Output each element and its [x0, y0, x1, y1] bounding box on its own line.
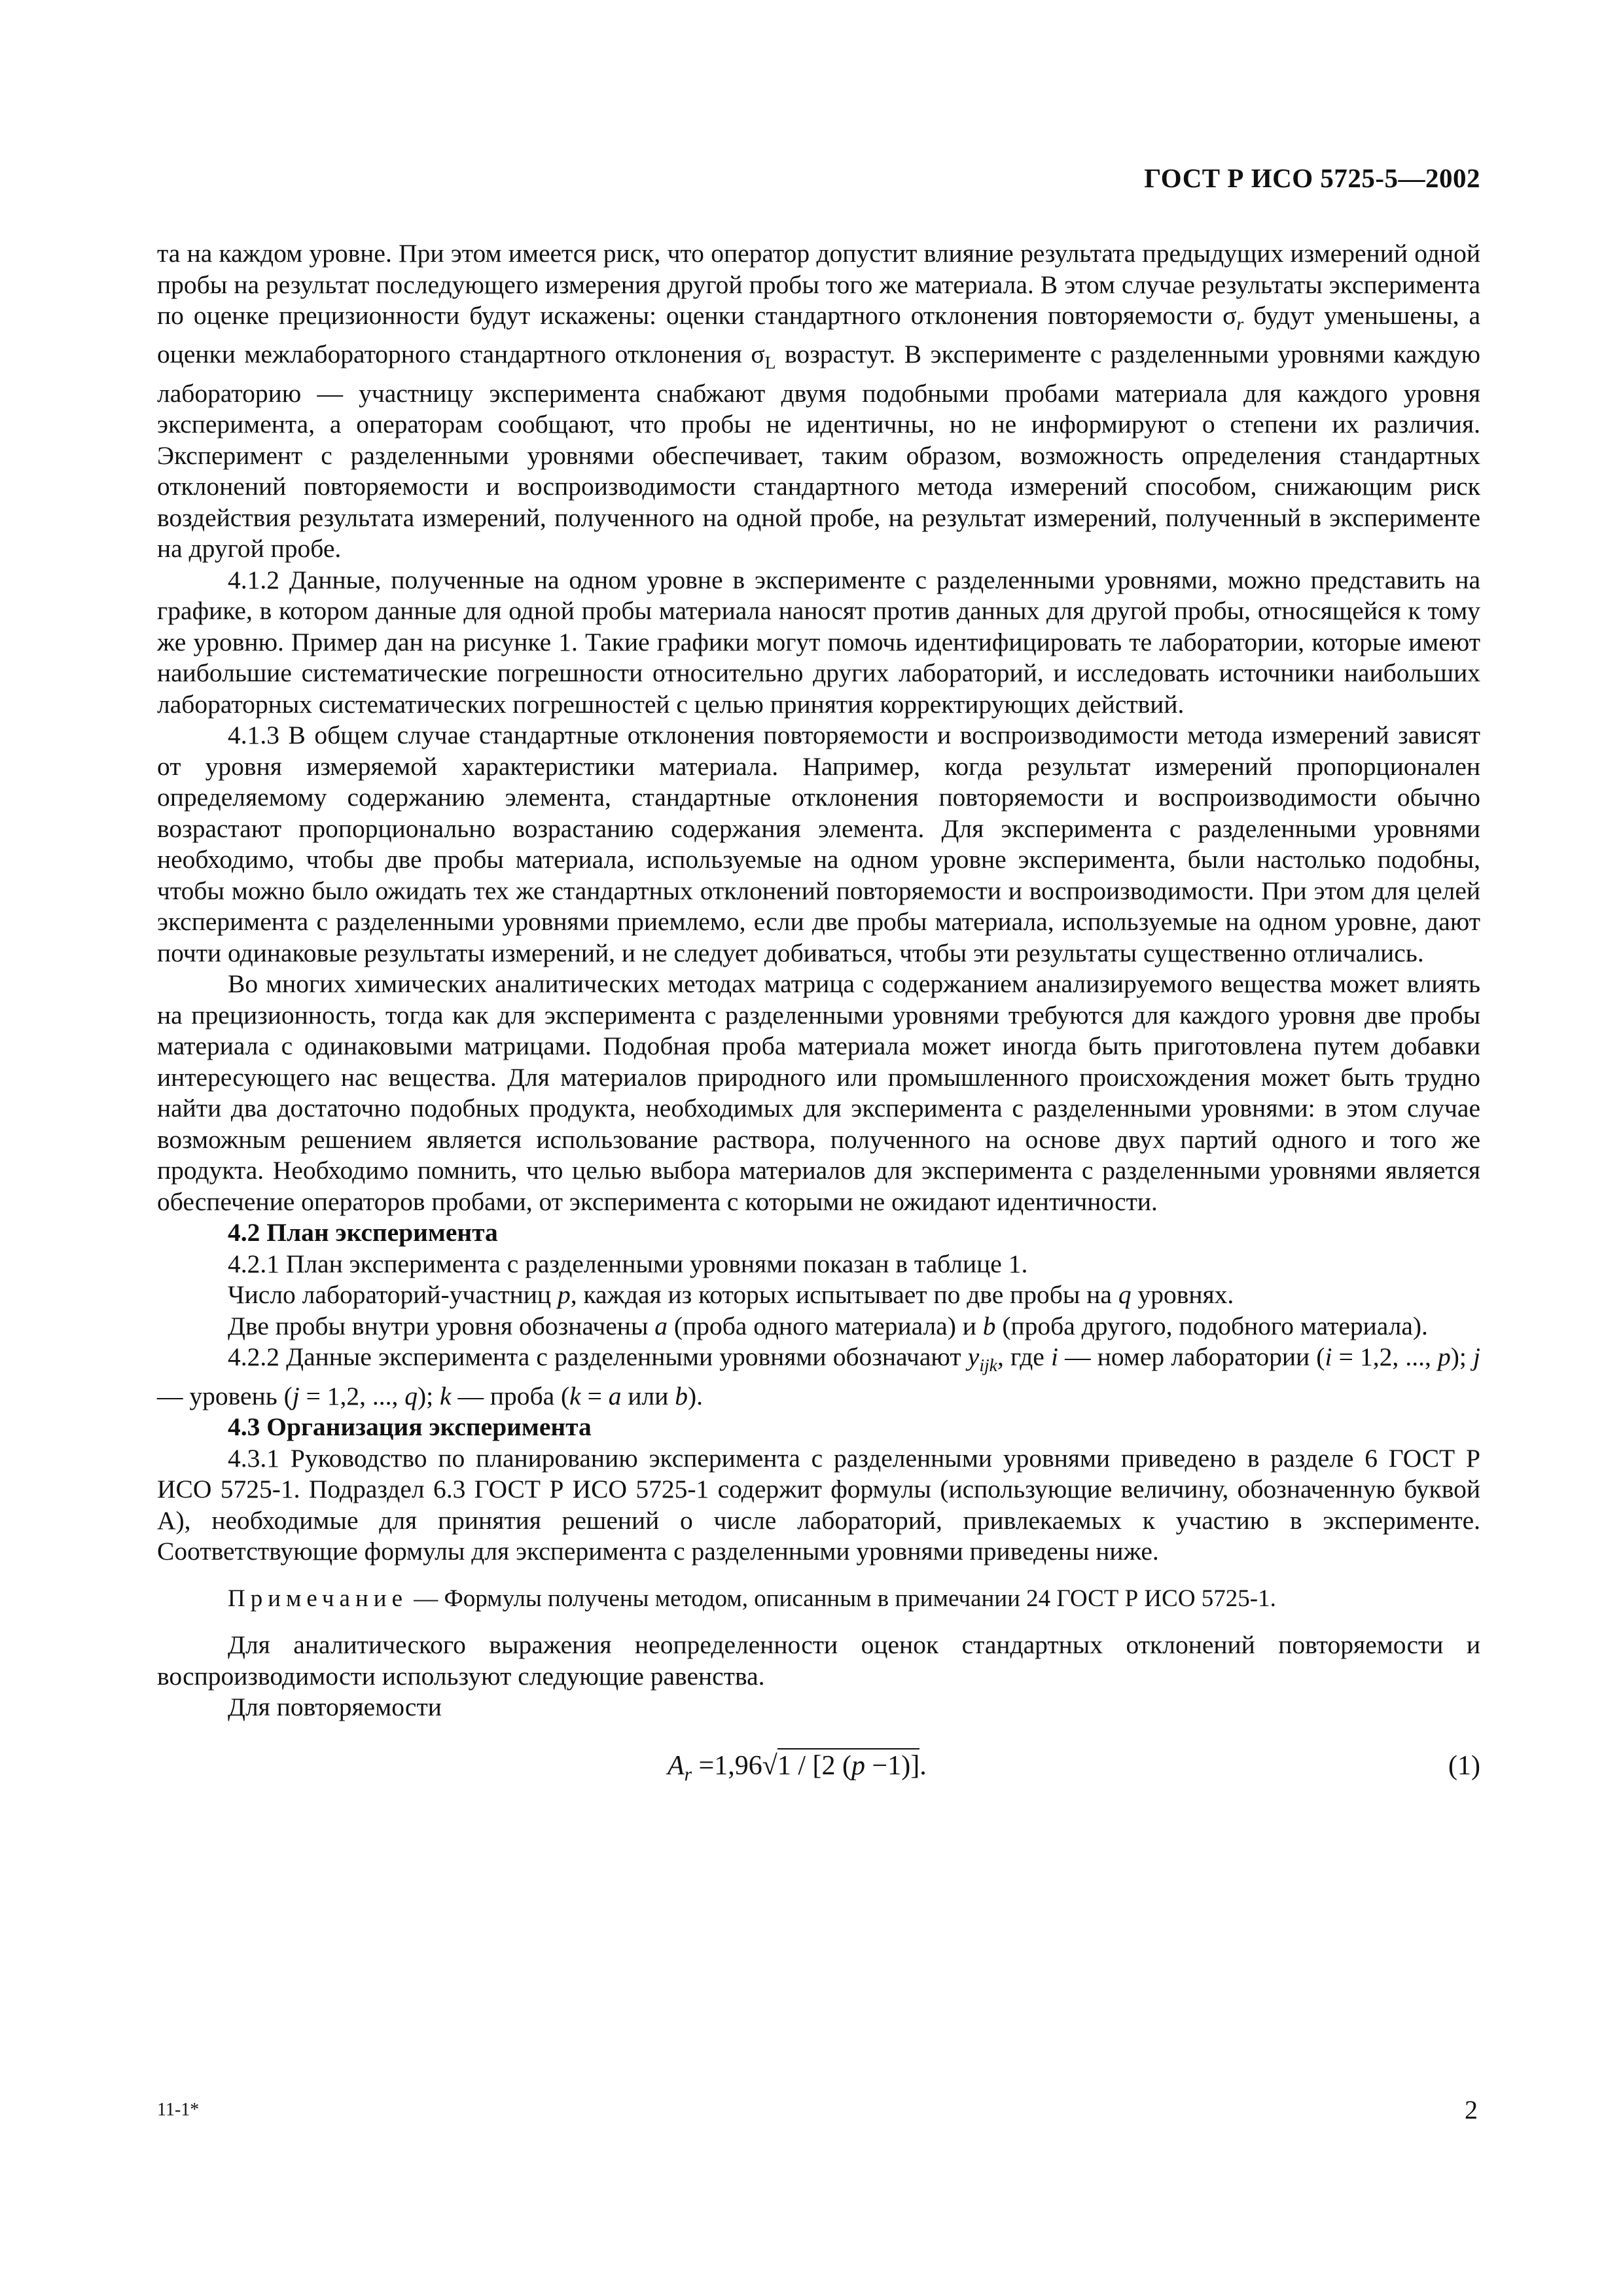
paragraph-4-3-1: 4.3.1 Руководство по планированию эксперимента с разделенными уровнями приведено в разделе 6 ГОСТ Р ИСО 5725-1. Подраздел 6.3 ГОСТ Р ИСО 5725-1 содержит формулы (использующие величину, обозначенную буквой A), необходимые для принятия решений о числе лабораторий, привлекаемых к участию в эксперименте. Соответствующие формулы для эксперимента с разделенными уровнями приведены ниже. [157, 1443, 1480, 1566]
paragraph-matrix: Во многих химических аналитических методах матрица с содержанием анализируемого вещества может влиять на прецизионность, тогда как для эксперимента с разделенными уровнями требуются для каждого уровня две пробы материала с одинаковыми матрицами. Подобная проба материала может иногда быть приготовлена путем добавки интересующего нас вещества. Для материалов природного или промышленного происхождения может быть трудно найти два достаточно подобных продукта, необходимых для эксперимента с разделенными уровнями: в этом случае возможным решением является использование раствора, полученного на основе двух партий одного и того же продукта. Необходимо помнить, что целью выбора материалов для эксперимента с разделенными уровнями является обеспечение операторов пробами, от эксперимента с которыми не ожидают идентичности. [157, 969, 1480, 1216]
standard-header: ГОСТ Р ИСО 5725-5—2002 [1144, 163, 1480, 193]
paragraph-two-samples: Две пробы внутри уровня обозначены a (проба одного материала) и b (проба другого, подобного материала). [228, 1311, 1428, 1340]
document-body [157, 238, 1480, 1803]
heading-4-3: 4.3 Организация эксперимента [228, 1412, 592, 1442]
paragraph-intro-continued: та на каждом уровне. При этом имеется риск, что оператор допустит влияние результата предыдущих измерений одной пробы на результат последующего измерения другой пробы того же материала. В этом случае результаты эксперимента по оценке прецизионности будут искажены: оценки стандартного отклонения повторяемости $\sigma_r$ будут уменьшены, а оценки межлабораторного стандартного отклонения $\sigma_L$ возрастут. В эксперименте с разделенными уровнями каждую лабораторию — участницу эксперимента снабжают двумя подобными пробами материала для каждого уровня эксперимента, а операторам сообщают, что пробы не идентичны, но не информируют о степени их различия. Эксперимент с разделенными уровнями обеспечивает, таким образом, возможность определения стандартных отклонений повторяемости и воспроизводимости стандартного метода измерений способом, снижающим риск воздействия результата измерений, полученного на одной пробе, на результат измерений, полученный в эксперименте на другой пробе. [157, 239, 1480, 564]
formula-number: (1) [1448, 1750, 1480, 1781]
paragraph-labs-count: Число лабораторий-участниц p, каждая из которых испытывает по две пробы на q уровнях. [228, 1280, 1234, 1310]
note-text: — Формулы получены методом, описанным в примечании 24 ГОСТ Р ИСО 5725-1. [408, 1585, 1276, 1612]
paragraph-4-2-1: 4.2.1 План эксперимента с разделенными уровнями показан в таблице 1. [228, 1249, 1028, 1278]
note-label: Примечание [228, 1585, 408, 1612]
footer-code: 11-1* [157, 2100, 200, 2120]
paragraph-4-2-2: 4.2.2 Данные эксперимента с разделенными уровнями обозначают $y_{ijk}$, где i — номер лаборатории (i = 1,2, ..., p); j — уровень (j = 1,2, ..., q); k — проба (k = a или b). [157, 1342, 1481, 1410]
paragraph-4-1-2: 4.1.2 Данные, полученные на одном уровне в эксперименте с разделенными уровнями, можно представить на графике, в котором данные для одной пробы материала наносят против данных для другой пробы, относящейся к тому же уровню. Пример дан на рисунке 1. Такие графики могут помочь идентифицировать те лаборатории, которые имеют наибольшие систематические погрешности относительно других лабораторий, и исследовать источники наибольших лабораторных систематических погрешностей с целью принятия корректирующих действий. [157, 565, 1480, 719]
formula-expression: $A_r =1,96√1 / [2$ (p −1)]. [668, 1751, 927, 1791]
formula-1 [157, 1744, 1480, 1803]
heading-4-2: 4.2 План эксперимента [228, 1218, 498, 1247]
paragraph-4-1-3: 4.1.3 В общем случае стандартные отклонения повторяемости и воспроизводимости метода измерений зависят от уровня измеряемой характеристики материала. Например, когда результат измерений пропорционален определяемому содержанию элемента, стандартные отклонения повторяемости и воспроизводимости обычно возрастают пропорционально возрастанию содержания элемента. Для эксперимента с разделенными уровнями необходимо, чтобы две пробы материала, используемые на одном уровне эксперимента, были настолько подобны, чтобы можно было ожидать тех же стандартных отклонений повторяемости и воспроизводимости. При этом для целей эксперимента с разделенными уровнями приемлемо, если две пробы материала, используемые на одном уровне, дают почти одинаковые результаты измерений, и не следует добиваться, чтобы эти результаты существенно отличались. [157, 721, 1480, 967]
paragraph-repeatability: Для повторяемости [228, 1693, 442, 1722]
note [157, 1583, 1480, 1615]
page-number: 2 [1465, 2095, 1478, 2125]
paragraph-analytical: Для аналитического выражения неопределенности оценок стандартных отклонений повторяемости и воспроизводимости используют следующие равенства. [157, 1630, 1480, 1691]
